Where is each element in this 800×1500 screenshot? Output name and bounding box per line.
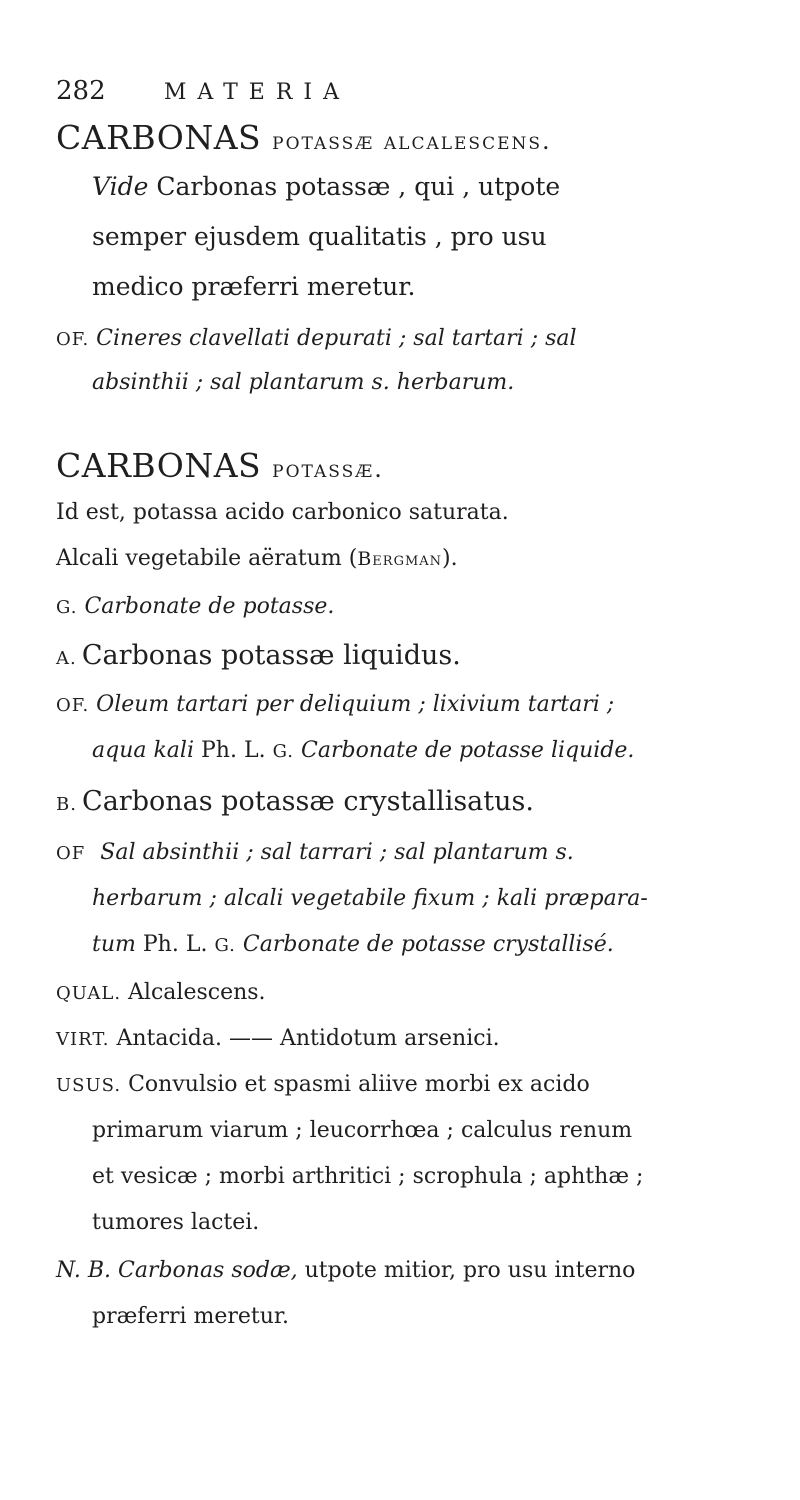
text-span: Alcali vegetabile aëratum (	[56, 546, 358, 571]
subentry-title: Carbonas potassæ liquidus.	[81, 640, 461, 671]
heading-main: CARBONAS	[56, 446, 262, 485]
author-name: Bergman	[357, 548, 443, 570]
text-line: primarum viarum ; leucorrhœa ; calculus renum	[92, 1118, 633, 1143]
subentry-a	[56, 640, 461, 671]
vide-word: Vide	[92, 172, 149, 201]
text-line	[92, 932, 614, 957]
text-line	[56, 546, 458, 571]
nota-bene-label: N. B. Carbonas sodæ,	[56, 1258, 298, 1283]
text-line: tumores lactei.	[92, 1210, 260, 1235]
text-line: Id est, potassa acido carbonico saturata.	[56, 500, 509, 525]
text-span: Ph. L.	[201, 738, 266, 763]
label-of: OF	[56, 843, 86, 864]
text-span: Convulsio et spasmi aliive morbi ex acido	[128, 1072, 590, 1097]
text-span: aqua kali	[92, 738, 194, 763]
label-a: A.	[56, 648, 77, 669]
label-of: OF.	[56, 329, 90, 350]
entry-heading-carbonas-potassae	[56, 446, 384, 485]
gallic-name	[56, 594, 334, 619]
label-usus: USUS.	[56, 1075, 122, 1096]
text-line: Carbonas potassæ , qui , utpote	[156, 172, 561, 201]
text-span: ).	[442, 546, 458, 571]
text-span: Carbonate de potasse crystallisé.	[242, 932, 614, 957]
qualitas-line	[56, 980, 266, 1005]
label-virt: VIRT.	[56, 1029, 110, 1050]
subentry-b	[56, 786, 534, 817]
label-g: G.	[272, 741, 295, 762]
label-b: B.	[56, 794, 77, 815]
page-number: 282	[56, 76, 106, 106]
officinal-names	[56, 840, 574, 865]
running-title: MATERIA	[163, 80, 350, 105]
text-span: Antacida. —— Antidotum arsenici.	[116, 1026, 500, 1051]
virtus-line	[56, 1026, 500, 1051]
text-line: absinthii ; sal plantarum s. herbarum.	[92, 370, 515, 395]
label-g: G.	[56, 597, 78, 618]
text-span: utpote mitior, pro usu interno	[304, 1258, 636, 1283]
heading-main: CARBONAS	[56, 118, 262, 157]
text-span: Ph. L.	[142, 932, 208, 957]
subentry-title: Carbonas potassæ crystallisatus.	[82, 786, 534, 817]
vide-line	[92, 172, 560, 201]
label-qual: QUAL.	[56, 983, 122, 1004]
text-span: Carbonate de potasse liquide.	[301, 738, 635, 763]
text-line: semper ejusdem qualitatis , pro usu	[92, 222, 547, 251]
usus-line	[56, 1072, 590, 1097]
heading-smallcaps: potassæ.	[272, 455, 384, 483]
officinal-names	[56, 326, 577, 351]
label-g: G.	[214, 935, 236, 956]
text-line: Cineres clavellati depurati ; sal tartari ; sal	[96, 326, 577, 351]
nota-bene	[56, 1258, 635, 1283]
text-span: Oleum tartari per deliquium ; lixivium tartari ;	[96, 692, 615, 717]
text-line	[92, 738, 634, 763]
text-span: Sal absinthii ; sal tarrari ; sal plantarum s.	[100, 840, 574, 865]
label-of: OF.	[56, 695, 90, 716]
text-span: tum	[92, 932, 136, 957]
text-line: præferri meretur.	[92, 1304, 290, 1329]
text-line: herbarum ; alcali vegetabile fixum ; kali præpara-	[92, 886, 648, 911]
text-line: et vesicæ ; morbi arthritici ; scrophula ; aphthæ ;	[92, 1164, 644, 1189]
officinal-names	[56, 692, 614, 717]
running-head	[56, 76, 350, 106]
text-span: Carbonate de potasse.	[84, 594, 335, 619]
entry-heading-alcalescens	[56, 118, 552, 157]
text-span: Alcalescens.	[128, 980, 266, 1005]
heading-smallcaps: potassæ alcalescens.	[272, 127, 552, 155]
text-line: medico præferri meretur.	[92, 272, 416, 301]
